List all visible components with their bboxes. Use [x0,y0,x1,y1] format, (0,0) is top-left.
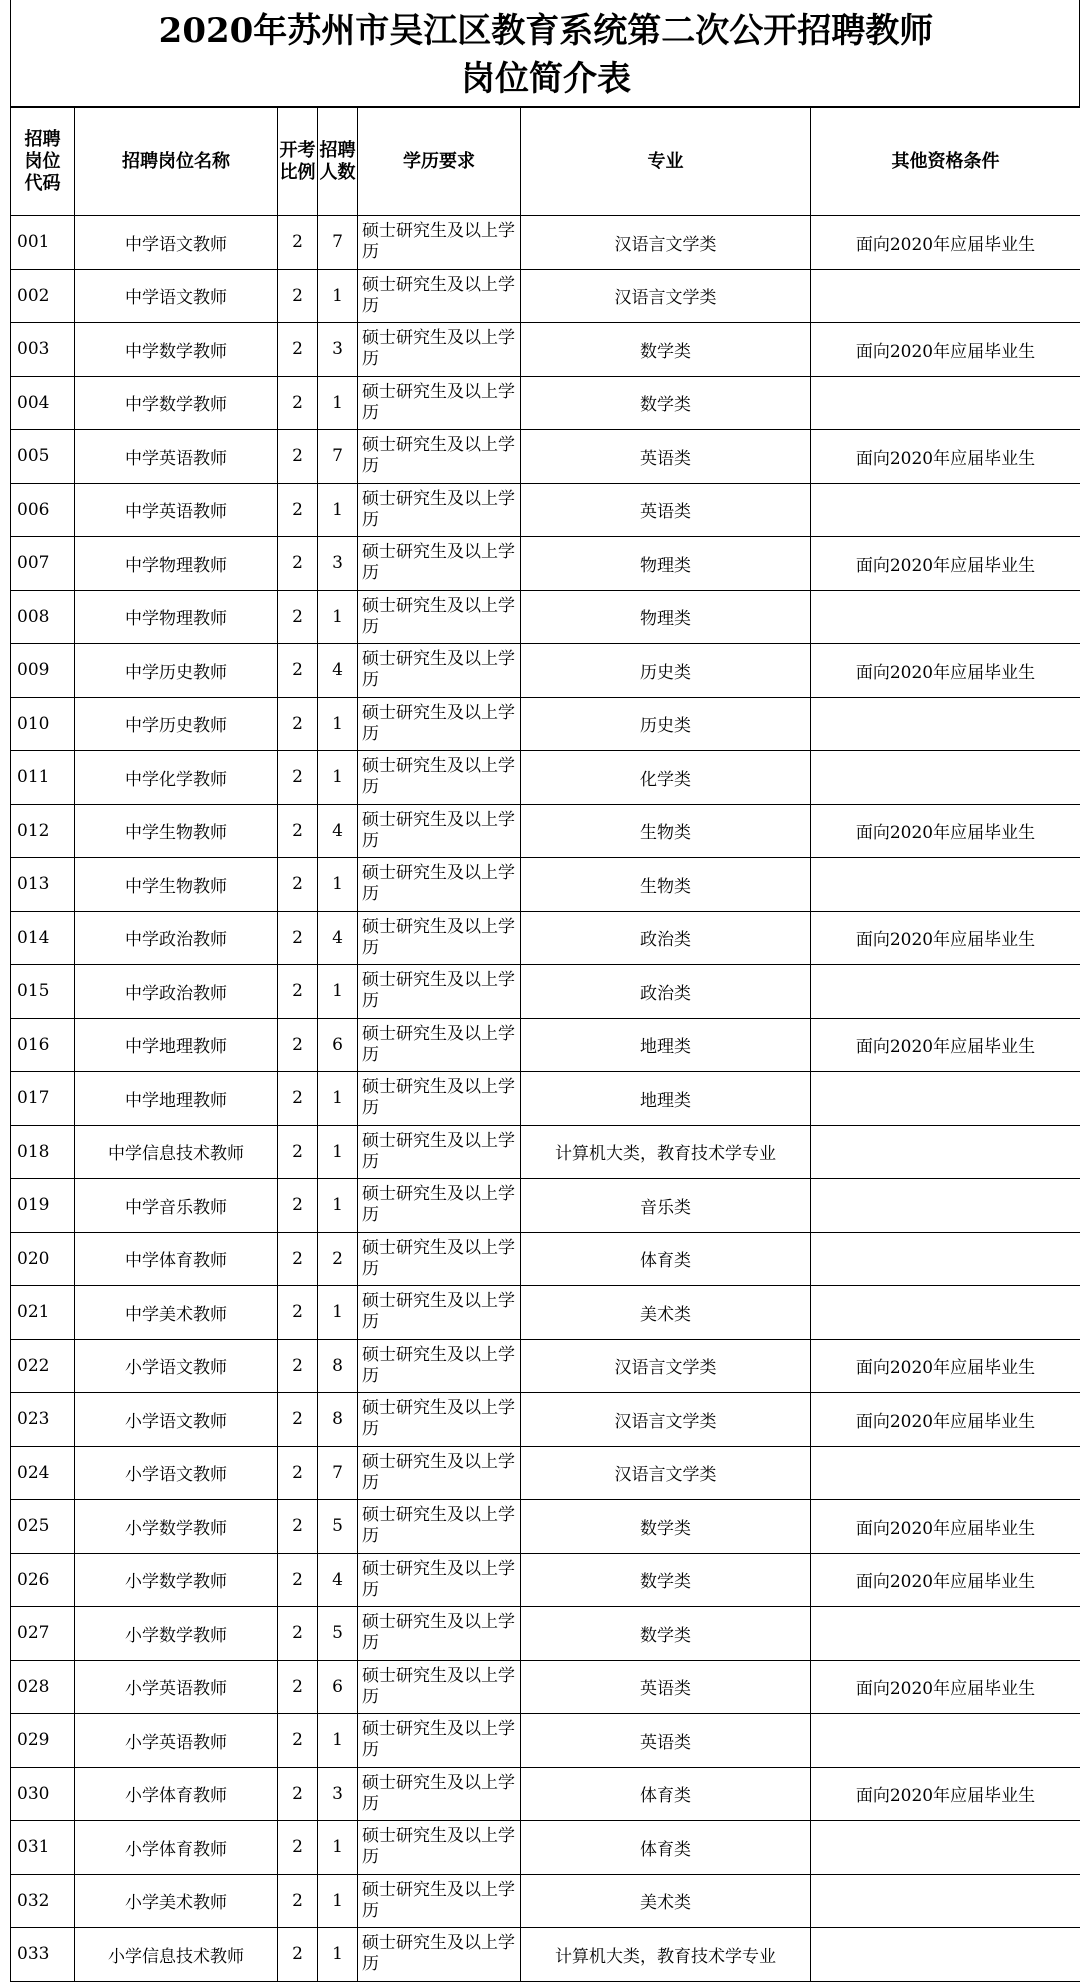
cell-count: 1 [318,1179,358,1233]
cell-major: 数学类 [521,1500,811,1554]
cell-education: 硕士研究生及以上学历 [358,858,521,912]
cell-count: 1 [318,1928,358,1982]
cell-count: 7 [318,216,358,270]
cell-count: 1 [318,1874,358,1928]
cell-education: 硕士研究生及以上学历 [358,1125,521,1179]
cell-other [811,269,1080,323]
cell-position-name: 中学生物教师 [75,858,278,912]
table-row [11,1500,1080,1554]
cell-position-name: 中学数学教师 [75,323,278,377]
cell-position-name: 小学英语教师 [75,1714,278,1768]
cell-education: 硕士研究生及以上学历 [358,1446,521,1500]
table-row [11,430,1080,484]
cell-code: 010 [11,697,75,751]
cell-major: 汉语言文学类 [521,269,811,323]
cell-code: 025 [11,1500,75,1554]
cell-education: 硕士研究生及以上学历 [358,1339,521,1393]
cell-count: 3 [318,1767,358,1821]
cell-code: 027 [11,1607,75,1661]
cell-ratio: 2 [278,1607,318,1661]
cell-position-name: 小学美术教师 [75,1874,278,1928]
cell-major: 历史类 [521,644,811,698]
header-code-line: 岗位 [24,150,61,172]
cell-count: 1 [318,858,358,912]
table-row [11,1393,1080,1447]
cell-code: 011 [11,751,75,805]
cell-count: 1 [318,1286,358,1340]
page-title: 2020年苏州市吴江区教育系统第二次公开招聘教师 [158,11,934,51]
cell-ratio: 2 [278,1339,318,1393]
cell-count: 6 [318,1018,358,1072]
table-row [11,644,1080,698]
cell-position-name: 中学化学教师 [75,751,278,805]
cell-position-name: 中学地理教师 [75,1072,278,1126]
header-ratio-line: 比例 [279,161,316,183]
cell-other: 面向2020年应届毕业生 [811,911,1080,965]
cell-major: 数学类 [521,1553,811,1607]
cell-position-name: 中学历史教师 [75,697,278,751]
cell-count: 7 [318,430,358,484]
cell-position-name: 小学数学教师 [75,1607,278,1661]
table-row [11,1339,1080,1393]
cell-count: 8 [318,1339,358,1393]
cell-major: 物理类 [521,590,811,644]
page-subtitle: 岗位简介表 [461,59,631,99]
table-row [11,1179,1080,1233]
cell-education: 硕士研究生及以上学历 [358,644,521,698]
cell-count: 1 [318,1821,358,1875]
cell-ratio: 2 [278,1125,318,1179]
cell-code: 002 [11,269,75,323]
cell-other: 面向2020年应届毕业生 [811,537,1080,591]
cell-other [811,1821,1080,1875]
cell-ratio: 2 [278,1553,318,1607]
cell-education: 硕士研究生及以上学历 [358,1874,521,1928]
table-row [11,1874,1080,1928]
cell-count: 1 [318,483,358,537]
cell-major: 生物类 [521,858,811,912]
cell-other [811,1607,1080,1661]
cell-code: 032 [11,1874,75,1928]
cell-other [811,858,1080,912]
cell-position-name: 中学语文教师 [75,269,278,323]
cell-count: 3 [318,323,358,377]
cell-education: 硕士研究生及以上学历 [358,1500,521,1554]
cell-code: 033 [11,1928,75,1982]
header-code-line: 招聘 [24,128,61,150]
cell-education: 硕士研究生及以上学历 [358,1286,521,1340]
cell-position-name: 中学物理教师 [75,590,278,644]
cell-ratio: 2 [278,590,318,644]
cell-other: 面向2020年应届毕业生 [811,430,1080,484]
cell-ratio: 2 [278,1179,318,1233]
header-count [318,108,358,216]
cell-major: 地理类 [521,1018,811,1072]
cell-major: 体育类 [521,1767,811,1821]
cell-education: 硕士研究生及以上学历 [358,430,521,484]
cell-position-name: 小学语文教师 [75,1339,278,1393]
table-row [11,483,1080,537]
cell-major: 英语类 [521,1714,811,1768]
cell-ratio: 2 [278,644,318,698]
cell-ratio: 2 [278,216,318,270]
cell-major: 生物类 [521,804,811,858]
cell-other: 面向2020年应届毕业生 [811,1767,1080,1821]
table-row [11,216,1080,270]
cell-major: 汉语言文学类 [521,1446,811,1500]
cell-position-name: 小学体育教师 [75,1821,278,1875]
cell-other: 面向2020年应届毕业生 [811,1018,1080,1072]
cell-position-name: 小学数学教师 [75,1553,278,1607]
table-row [11,1232,1080,1286]
cell-position-name: 中学音乐教师 [75,1179,278,1233]
table-header-row [11,108,1080,216]
cell-code: 013 [11,858,75,912]
cell-other: 面向2020年应届毕业生 [811,1553,1080,1607]
table-row [11,751,1080,805]
positions-table [10,107,1080,1982]
cell-position-name: 中学政治教师 [75,911,278,965]
cell-position-name: 中学物理教师 [75,537,278,591]
cell-ratio: 2 [278,269,318,323]
cell-code: 008 [11,590,75,644]
cell-ratio: 2 [278,376,318,430]
cell-education: 硕士研究生及以上学历 [358,1607,521,1661]
cell-ratio: 2 [278,1821,318,1875]
cell-ratio: 2 [278,1500,318,1554]
cell-code: 006 [11,483,75,537]
cell-major: 音乐类 [521,1179,811,1233]
cell-count: 1 [318,1125,358,1179]
cell-other: 面向2020年应届毕业生 [811,216,1080,270]
cell-position-name: 中学地理教师 [75,1018,278,1072]
table-row [11,1125,1080,1179]
cell-count: 1 [318,590,358,644]
cell-other: 面向2020年应届毕业生 [811,323,1080,377]
cell-position-name: 中学生物教师 [75,804,278,858]
cell-ratio: 2 [278,1714,318,1768]
cell-other [811,1714,1080,1768]
cell-other [811,1446,1080,1500]
cell-other [811,1072,1080,1126]
cell-position-name: 小学英语教师 [75,1660,278,1714]
cell-code: 030 [11,1767,75,1821]
cell-major: 政治类 [521,965,811,1019]
cell-other [811,751,1080,805]
header-count-line: 人数 [319,161,356,183]
cell-other [811,1874,1080,1928]
cell-count: 1 [318,1072,358,1126]
cell-count: 5 [318,1500,358,1554]
cell-count: 1 [318,751,358,805]
cell-education: 硕士研究生及以上学历 [358,537,521,591]
cell-education: 硕士研究生及以上学历 [358,804,521,858]
cell-code: 022 [11,1339,75,1393]
cell-major: 数学类 [521,376,811,430]
cell-code: 012 [11,804,75,858]
header-code-line: 代码 [24,172,61,194]
table-row [11,376,1080,430]
cell-position-name: 小学体育教师 [75,1767,278,1821]
header-count-line: 招聘 [319,139,356,161]
cell-code: 007 [11,537,75,591]
title-block [10,0,1080,107]
cell-major: 汉语言文学类 [521,1339,811,1393]
document-sheet [10,0,1080,1988]
cell-code: 029 [11,1714,75,1768]
cell-ratio: 2 [278,483,318,537]
cell-major: 汉语言文学类 [521,1393,811,1447]
cell-ratio: 2 [278,1928,318,1982]
cell-education: 硕士研究生及以上学历 [358,1928,521,1982]
cell-other [811,590,1080,644]
cell-education: 硕士研究生及以上学历 [358,965,521,1019]
cell-major: 汉语言文学类 [521,216,811,270]
cell-major: 化学类 [521,751,811,805]
table-row [11,1553,1080,1607]
cell-major: 计算机大类，教育技术学专业 [521,1125,811,1179]
cell-position-name: 小学语文教师 [75,1393,278,1447]
cell-count: 4 [318,644,358,698]
table-row [11,804,1080,858]
cell-other [811,483,1080,537]
cell-other [811,697,1080,751]
table-row [11,965,1080,1019]
cell-code: 015 [11,965,75,1019]
cell-other: 面向2020年应届毕业生 [811,1339,1080,1393]
cell-major: 地理类 [521,1072,811,1126]
cell-position-name: 中学英语教师 [75,483,278,537]
cell-education: 硕士研究生及以上学历 [358,1714,521,1768]
cell-code: 003 [11,323,75,377]
cell-ratio: 2 [278,1018,318,1072]
cell-major: 物理类 [521,537,811,591]
table-row [11,590,1080,644]
cell-count: 4 [318,1553,358,1607]
cell-other [811,965,1080,1019]
cell-major: 英语类 [521,430,811,484]
table-row [11,858,1080,912]
cell-education: 硕士研究生及以上学历 [358,751,521,805]
cell-position-name: 小学数学教师 [75,1500,278,1554]
header-ratio-line: 开考 [279,139,316,161]
cell-count: 6 [318,1660,358,1714]
cell-major: 历史类 [521,697,811,751]
cell-ratio: 2 [278,1446,318,1500]
table-row [11,1286,1080,1340]
cell-code: 019 [11,1179,75,1233]
cell-count: 1 [318,965,358,1019]
cell-ratio: 2 [278,858,318,912]
cell-major: 体育类 [521,1821,811,1875]
cell-education: 硕士研究生及以上学历 [358,590,521,644]
cell-ratio: 2 [278,697,318,751]
table-row [11,1446,1080,1500]
cell-major: 美术类 [521,1286,811,1340]
cell-count: 4 [318,804,358,858]
cell-other: 面向2020年应届毕业生 [811,1500,1080,1554]
cell-other [811,376,1080,430]
cell-major: 计算机大类，教育技术学专业 [521,1928,811,1982]
cell-major: 政治类 [521,911,811,965]
cell-ratio: 2 [278,1232,318,1286]
cell-code: 023 [11,1393,75,1447]
cell-education: 硕士研究生及以上学历 [358,1072,521,1126]
table-row [11,1714,1080,1768]
header-code [11,108,75,216]
cell-code: 018 [11,1125,75,1179]
cell-code: 014 [11,911,75,965]
cell-position-name: 小学语文教师 [75,1446,278,1500]
cell-other [811,1928,1080,1982]
cell-ratio: 2 [278,323,318,377]
table-row [11,1767,1080,1821]
cell-position-name: 中学英语教师 [75,430,278,484]
cell-major: 英语类 [521,1660,811,1714]
cell-ratio: 2 [278,1286,318,1340]
cell-ratio: 2 [278,1660,318,1714]
cell-code: 016 [11,1018,75,1072]
table-row [11,1660,1080,1714]
cell-code: 031 [11,1821,75,1875]
header-ratio [278,108,318,216]
cell-major: 体育类 [521,1232,811,1286]
table-row [11,911,1080,965]
cell-ratio: 2 [278,1072,318,1126]
cell-education: 硕士研究生及以上学历 [358,911,521,965]
header-major: 专业 [521,108,811,216]
table-row [11,323,1080,377]
cell-code: 017 [11,1072,75,1126]
cell-count: 2 [318,1232,358,1286]
cell-other: 面向2020年应届毕业生 [811,1393,1080,1447]
cell-major: 数学类 [521,1607,811,1661]
table-body [11,216,1080,1982]
cell-other [811,1286,1080,1340]
cell-position-name: 中学语文教师 [75,216,278,270]
cell-position-name: 小学信息技术教师 [75,1928,278,1982]
header-name: 招聘岗位名称 [75,108,278,216]
cell-ratio: 2 [278,1393,318,1447]
cell-code: 005 [11,430,75,484]
cell-other [811,1232,1080,1286]
cell-count: 4 [318,911,358,965]
cell-education: 硕士研究生及以上学历 [358,1393,521,1447]
cell-code: 009 [11,644,75,698]
cell-major: 数学类 [521,323,811,377]
cell-education: 硕士研究生及以上学历 [358,1232,521,1286]
cell-education: 硕士研究生及以上学历 [358,483,521,537]
cell-code: 004 [11,376,75,430]
cell-code: 001 [11,216,75,270]
cell-code: 020 [11,1232,75,1286]
table-row [11,1018,1080,1072]
cell-code: 024 [11,1446,75,1500]
cell-code: 021 [11,1286,75,1340]
cell-ratio: 2 [278,1874,318,1928]
cell-count: 1 [318,697,358,751]
cell-education: 硕士研究生及以上学历 [358,1767,521,1821]
cell-count: 5 [318,1607,358,1661]
cell-major: 英语类 [521,483,811,537]
cell-education: 硕士研究生及以上学历 [358,1821,521,1875]
table-row [11,537,1080,591]
cell-count: 1 [318,376,358,430]
cell-code: 028 [11,1660,75,1714]
cell-ratio: 2 [278,430,318,484]
table-row [11,1928,1080,1982]
cell-ratio: 2 [278,751,318,805]
cell-education: 硕士研究生及以上学历 [358,323,521,377]
cell-count: 3 [318,537,358,591]
cell-education: 硕士研究生及以上学历 [358,1018,521,1072]
cell-ratio: 2 [278,537,318,591]
cell-position-name: 中学数学教师 [75,376,278,430]
cell-count: 1 [318,1714,358,1768]
cell-ratio: 2 [278,911,318,965]
cell-education: 硕士研究生及以上学历 [358,697,521,751]
cell-other: 面向2020年应届毕业生 [811,804,1080,858]
cell-code: 026 [11,1553,75,1607]
cell-education: 硕士研究生及以上学历 [358,1179,521,1233]
table-row [11,1607,1080,1661]
cell-other [811,1125,1080,1179]
cell-education: 硕士研究生及以上学历 [358,1553,521,1607]
cell-education: 硕士研究生及以上学历 [358,269,521,323]
cell-other: 面向2020年应届毕业生 [811,1660,1080,1714]
header-education: 学历要求 [358,108,521,216]
cell-ratio: 2 [278,1767,318,1821]
cell-position-name: 中学政治教师 [75,965,278,1019]
cell-education: 硕士研究生及以上学历 [358,216,521,270]
cell-other [811,1179,1080,1233]
cell-count: 8 [318,1393,358,1447]
cell-count: 7 [318,1446,358,1500]
cell-ratio: 2 [278,965,318,1019]
cell-education: 硕士研究生及以上学历 [358,376,521,430]
header-other: 其他资格条件 [811,108,1080,216]
cell-other: 面向2020年应届毕业生 [811,644,1080,698]
cell-ratio: 2 [278,804,318,858]
cell-position-name: 中学历史教师 [75,644,278,698]
cell-major: 美术类 [521,1874,811,1928]
cell-position-name: 中学美术教师 [75,1286,278,1340]
cell-position-name: 中学体育教师 [75,1232,278,1286]
cell-education: 硕士研究生及以上学历 [358,1660,521,1714]
table-row [11,1821,1080,1875]
cell-position-name: 中学信息技术教师 [75,1125,278,1179]
table-row [11,697,1080,751]
table-row [11,1072,1080,1126]
cell-count: 1 [318,269,358,323]
table-row [11,269,1080,323]
